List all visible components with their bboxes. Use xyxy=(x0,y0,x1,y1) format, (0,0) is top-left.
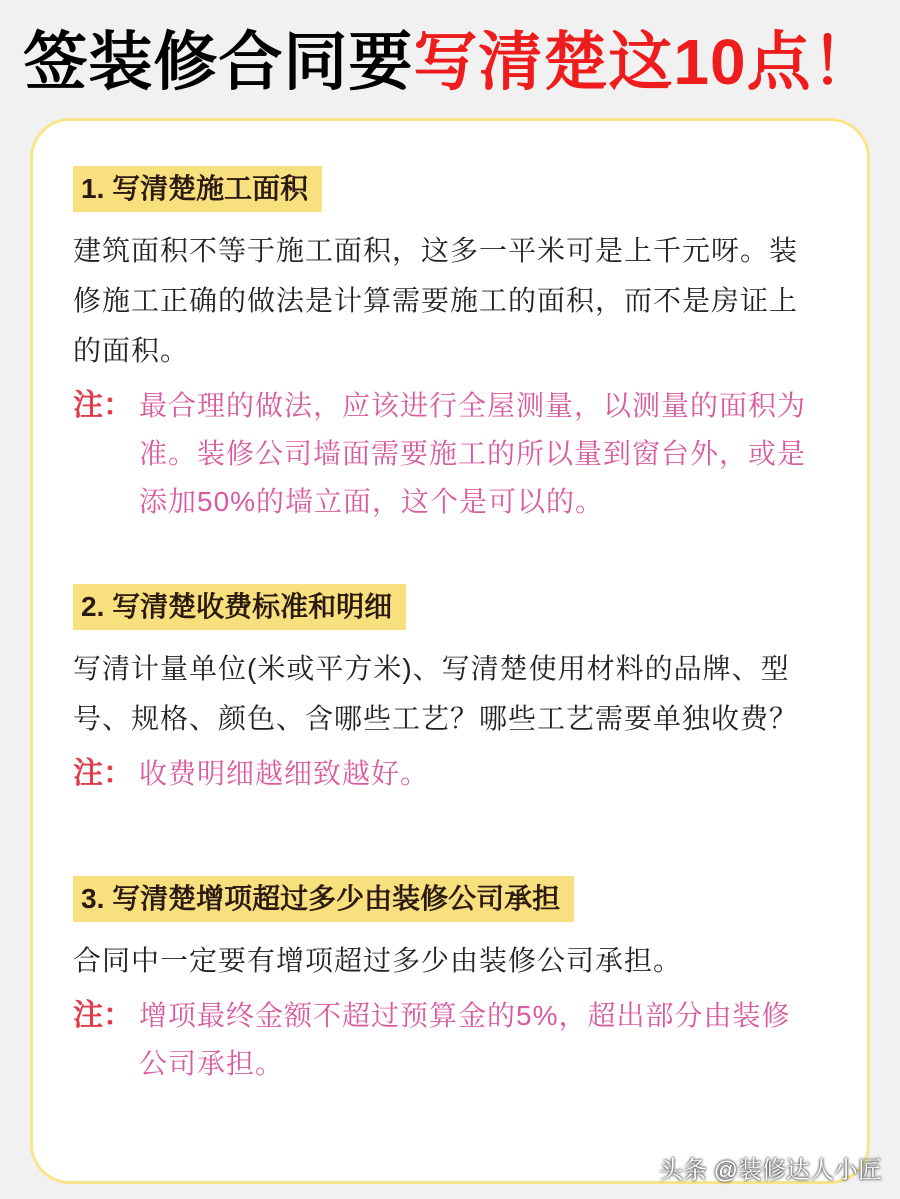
title-red: 写清楚这10点！ xyxy=(413,26,877,98)
note-line: 添加50%的墙立面，这个是可以的。 xyxy=(139,486,605,517)
note-label: 注： xyxy=(73,389,133,422)
section-heading: 2. 写清楚收费标准和明细 xyxy=(73,584,406,630)
page-title xyxy=(0,22,900,102)
note-line: 准。装修公司墙面需要施工的所以量到窗台外，或是 xyxy=(139,438,807,469)
note-label: 注： xyxy=(73,757,133,790)
note-label: 注： xyxy=(73,999,133,1032)
note xyxy=(73,750,843,798)
section-3 xyxy=(73,876,843,1088)
note xyxy=(73,382,843,526)
body-line: 合同中一定要有增项超过多少由装修公司承担。 xyxy=(73,945,683,976)
body-line: 写清计量单位(米或平方米)、写清楚使用材料的品牌、型 xyxy=(73,653,790,684)
section-1 xyxy=(73,166,843,526)
body-line: 建筑面积不等于施工面积，这多一平米可是上千元呀。装 xyxy=(73,235,799,266)
content-card xyxy=(30,118,870,1184)
title-black: 签装修合同要 xyxy=(23,26,414,98)
watermark: 头条 @装修达人小匠 xyxy=(658,1157,882,1184)
section-2 xyxy=(73,584,843,798)
body-line: 修施工正确的做法是计算需要施工的面积，而不是房证上 xyxy=(73,285,799,316)
note-line: 增项最终金额不超过预算金的5%，超出部分由装修 xyxy=(139,1000,791,1031)
section-heading: 1. 写清楚施工面积 xyxy=(73,166,322,212)
body-line: 的面积。 xyxy=(73,335,190,366)
note-line: 最合理的做法，应该进行全屋测量，以测量的面积为 xyxy=(139,390,807,421)
note-line: 公司承担。 xyxy=(139,1048,285,1079)
note xyxy=(73,992,843,1088)
note-line: 收费明细越细致越好。 xyxy=(139,758,430,789)
body-line: 号、规格、颜色、含哪些工艺？哪些工艺需要单独收费？ xyxy=(73,703,799,734)
section-heading: 3. 写清楚增项超过多少由装修公司承担 xyxy=(73,876,574,922)
